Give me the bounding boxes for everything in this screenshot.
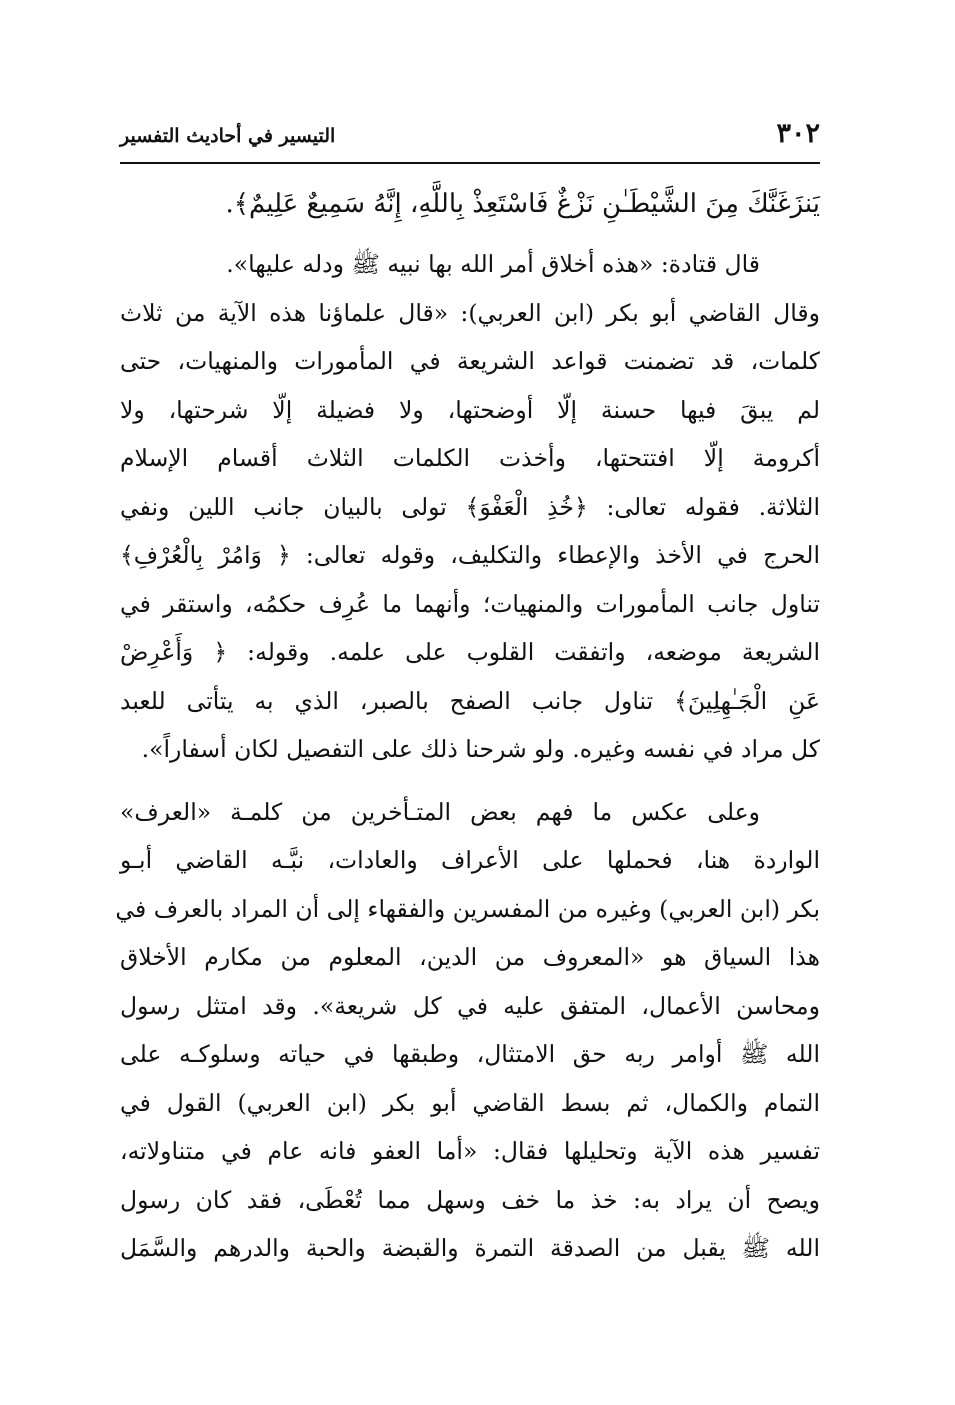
text-line: تناول جانب المأمورات والمنهيات؛ وأنهما ما عُرِف حكمُه، واستقر في [120, 589, 820, 618]
text-line: الواردة هنا، فحملها على الأعراف والعادات، نبَّـه القاضي أبـو [120, 846, 820, 874]
text-line: كلمات، قد تضمنت قواعد الشريعة في المأمورات والمنهيات، حتى [120, 347, 820, 375]
header-rule [120, 162, 820, 164]
page-header [120, 118, 820, 158]
text-line: الحرج في الأخذ والإعطاء والتكليف، وقوله تعالى: ﴿ وَامُرْ بِالْعُرْفِ﴾ [120, 541, 820, 569]
text-line: عَنِ الْجَـٰهِلِينَ﴾ تناول جانب الصفح بالصبر، الذي به يتأتى للعبد [120, 686, 820, 715]
text-line: هذا السياق هو «المعروف من الدين، المعلوم من مكارم الأخلاق [120, 943, 820, 971]
text-line: التمام والكمال، ثم بسط القاضي أبو بكر (ابن العربي) القول في [120, 1088, 820, 1117]
text-line: ويصح أن يراد به: خذ ما خف وسهل مما تُعْطَى، فقد كان رسول [120, 1185, 820, 1214]
paragraph-gap [120, 774, 820, 788]
text-line: الشريعة موضعه، واتفقت القلوب على علمه. وقوله: ﴿ وَأَعْرِضْ [120, 638, 820, 666]
text-line: أكرومة إلّا افتتحتها، وأخذت الكلمات الثلاث أقسام الإسلام [120, 444, 820, 472]
text-line: وقال القاضي أبو بكر (ابن العربي): «قال علماؤنا هذه الآية من ثلاث [120, 298, 820, 327]
text-line: تفسير هذه الآية وتحليلها فقال: «أما العفو فانه عام في متناولاته، [120, 1137, 820, 1165]
text-line: قال قتادة: «هذه أخلاق أمر الله بها نبيه ﷺ ودله عليها». [226, 250, 760, 278]
book-page [115, 118, 820, 1273]
text-line: ومحاسن الأعمال، المتفق عليه في كل شريعة». وقد امتثل رسول [120, 991, 820, 1020]
running-title: التيسير في أحاديث التفسير [120, 125, 336, 147]
text-line: الله ﷺ أوامر ربه حق الامتثال، وطبقها في حياته وسلوكـه على [120, 1040, 820, 1068]
text-line: لم يبقَ فيها حسنة إلّا أوضحتها، ولا فضيلة إلّا شرحتها، ولا [120, 395, 820, 424]
text-line: الله ﷺ يقبل من الصدقة التمرة والقبضة والحبة والدرهم والسَّمَل [120, 1234, 820, 1262]
text-line: بكر (ابن العربي) وغيره من المفسرين والفقهاء إلى أن المراد بالعرف في [115, 894, 820, 923]
page-number: ٣٠٢ [776, 118, 820, 149]
text-line: كل مراد في نفسه وغيره. ولو شرحنا ذلك على التفصيل لكان أسفاراً». [141, 735, 820, 763]
body-text [115, 240, 820, 1273]
quran-verse-line: يَنزَغَنَّكَ مِنَ الشَّيْطَـٰنِ نَزْغٌ فَاسْتَعِذْ بِاللَّهِ، إِنَّهُ سَمِيعٌ عَلِيمٌ﴾. [225, 189, 820, 219]
text-line: وعلى عكس ما فهم بعض المتـأخرين من كلمـة «العرف» [120, 797, 760, 826]
text-line: الثلاثة. فقوله تعالى: ﴿خُذِ الْعَفْوَ﴾ تولى بالبيان جانب اللين ونفي [120, 492, 820, 521]
